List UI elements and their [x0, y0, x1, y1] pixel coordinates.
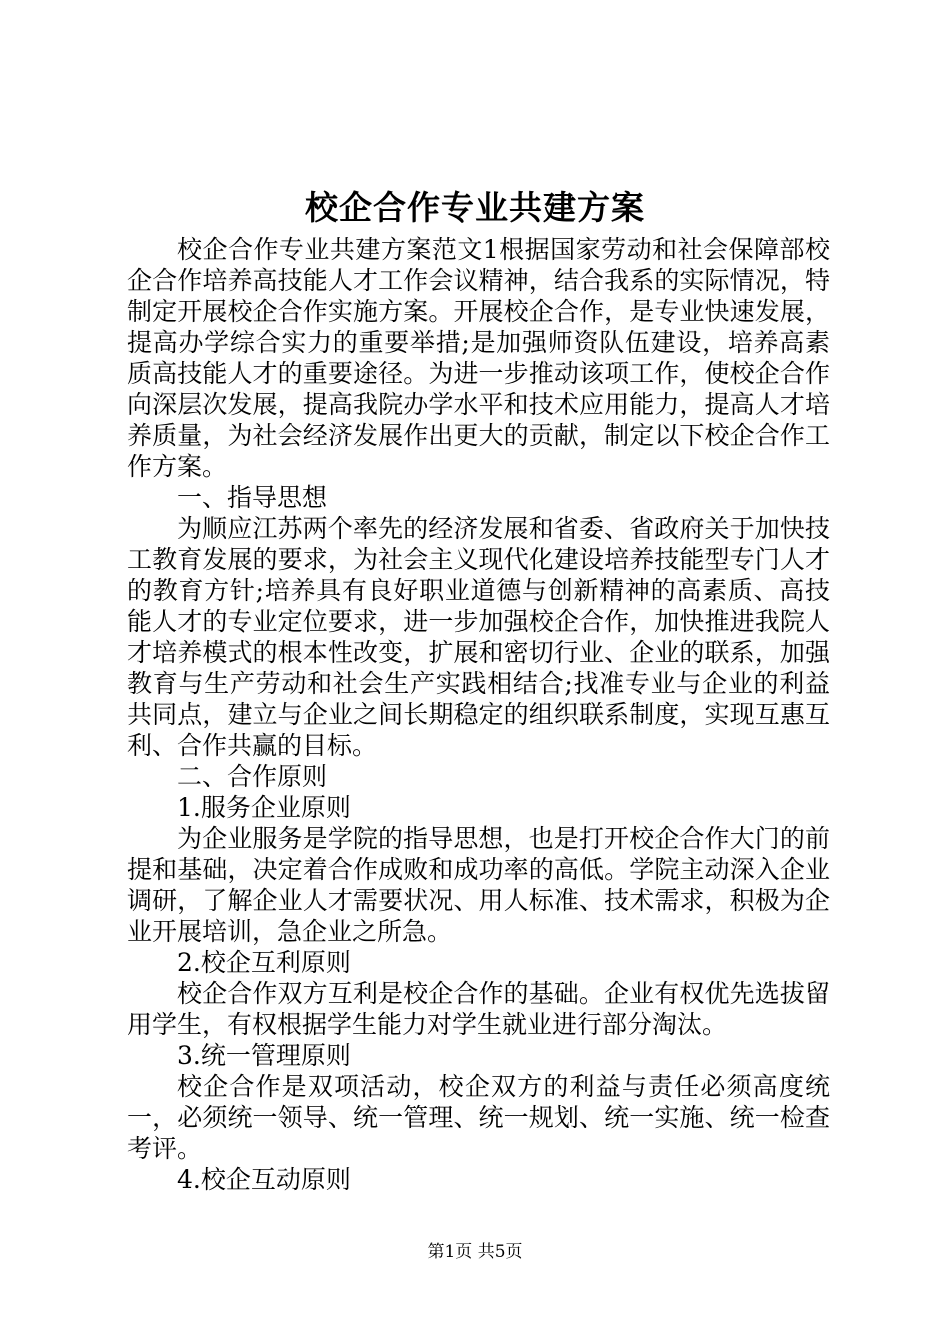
section-heading-cooperation-principles: 二、合作原则 [177, 762, 328, 791]
document-title: 校企合作专业共建方案 [305, 188, 645, 227]
subheading-unified-management: 3.统一管理原则 [177, 1041, 351, 1070]
subheading-serve-enterprise: 1.服务企业原则 [177, 793, 351, 822]
document-body [127, 234, 830, 1195]
section-heading-guiding-ideology: 一、指导思想 [177, 483, 328, 512]
subheading-mutual-benefit: 2.校企互利原则 [177, 948, 351, 977]
paragraph-serve-enterprise: 为企业服务是学院的指导思想，也是打开校企合作大门的前提和基础，决定着合作成败和成功率的高低。学院主动深入企业调研，了解企业人才需要状况、用人标准、技术需求，积极为企业开展培训，急企业之所急。 [127, 824, 830, 946]
paragraph-intro: 校企合作专业共建方案范文1根据国家劳动和社会保障部校企合作培养高技能人才工作会议精神，结合我系的实际情况，特制定开展校企合作实施方案。开展校企合作，是专业快速发展，提高办学综合实力的重要举措;是加强师资队伍建设，培养高素质高技能人才的重要途径。为进一步推动该项工作，使校企合作向深层次发展，提高我院办学水平和技术应用能力，提高人才培养质量，为社会经济发展作出更大的贡献，制定以下校企合作工作方案。 [127, 235, 830, 481]
subheading-interaction: 4.校企互动原则 [177, 1165, 351, 1194]
paragraph-guiding-ideology: 为顺应江苏两个率先的经济发展和省委、省政府关于加快技工教育发展的要求，为社会主义现代化建设培养技能型专门人才的教育方针;培养具有良好职业道德与创新精神的高素质、高技能人才的专业定位要求，进一步加强校企合作，加快推进我院人才培养模式的根本性改变，扩展和密切行业、企业的联系，加强教育与生产劳动和社会生产实践相结合;找准专业与企业的利益共同点，建立与企业之间长期稳定的组织联系制度，实现互惠互利、合作共赢的目标。 [127, 514, 830, 760]
page-number-footer: 第1页 共5页 [427, 1242, 523, 1262]
paragraph-unified-management: 校企合作是双项活动，校企双方的利益与责任必须高度统一，必须统一领导、统一管理、统一规划、统一实施、统一检查考评。 [127, 1072, 830, 1163]
paragraph-mutual-benefit: 校企合作双方互利是校企合作的基础。企业有权优先选拔留用学生，有权根据学生能力对学生就业进行部分淘汰。 [127, 979, 830, 1039]
